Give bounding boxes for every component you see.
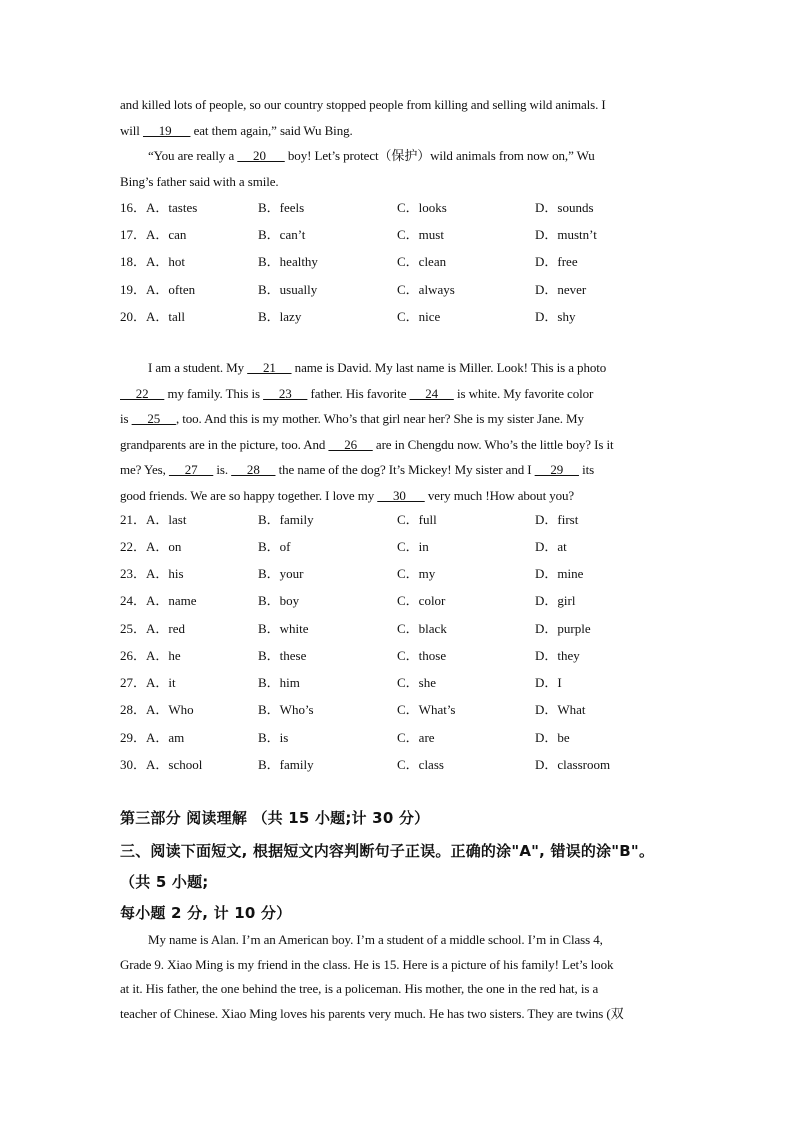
- option-d: D．What: [535, 702, 586, 717]
- passage-line: and killed lots of people, so our country stopped people from killing and selling wild animals. I: [120, 97, 606, 112]
- option-b: B．of: [258, 539, 291, 554]
- question-29-options: [120, 727, 680, 749]
- option-a: 25．A．red: [120, 621, 185, 636]
- question-16-options: [120, 197, 680, 219]
- option-b: B．healthy: [258, 254, 318, 269]
- blank-21: 21: [247, 360, 292, 375]
- option-d: D．sounds: [535, 200, 594, 215]
- blank-25: 25: [131, 411, 176, 426]
- option-b: B．your: [258, 566, 304, 581]
- blank-22: 22: [120, 385, 165, 401]
- option-d: D．shy: [535, 309, 576, 324]
- passage-line: Bing’s father said with a smile.: [120, 173, 279, 189]
- option-b: B．Who’s: [258, 702, 314, 717]
- question-17-options: [120, 224, 680, 246]
- option-d: D．be: [535, 730, 570, 745]
- passage-3: [120, 355, 672, 508]
- blank-20: 20: [237, 148, 285, 163]
- option-b: B．him: [258, 675, 300, 690]
- option-b: B．these: [258, 648, 307, 663]
- option-b: B．boy: [258, 593, 300, 608]
- passage-line: teacher of Chinese. Xiao Ming loves his parents very much. He has two sisters. They are twins (双: [120, 1005, 624, 1021]
- option-a: 21．A．last: [120, 512, 187, 527]
- option-b: B．white: [258, 621, 309, 636]
- option-d: D．girl: [535, 593, 576, 608]
- section-3-instruction-score: 每小题 2 分, 计 10 分）: [120, 904, 292, 922]
- passage-line: Grade 9. Xiao Ming is my friend in the class. He is 15. Here is a picture of his family! Let’s look: [120, 956, 614, 972]
- option-b: B．usually: [258, 282, 318, 297]
- option-d: D．first: [535, 512, 579, 527]
- question-27-options: [120, 672, 680, 694]
- question-20-options: [120, 306, 680, 328]
- question-18-options: [120, 251, 680, 273]
- option-a: 17．A．can: [120, 227, 187, 242]
- option-c: C．in: [397, 539, 429, 554]
- option-a: 16．A．tastes: [120, 200, 198, 215]
- passage-line: at it. His father, the one behind the tree, is a policeman. His mother, the one in the red hat, is a: [120, 981, 599, 996]
- passage-line: “You are really a 20 boy! Let’s protect（保护）wild animals from now on,” Wu: [148, 148, 595, 163]
- passage-line: I am a student. My 21 name is David. My last name is Miller. Look! This is a photo: [148, 360, 607, 375]
- option-a: 22．A．on: [120, 539, 182, 554]
- option-c: C．are: [397, 730, 435, 745]
- option-d: D．classroom: [535, 757, 611, 772]
- option-c: C．full: [397, 512, 437, 527]
- option-a: 20．A．tall: [120, 309, 185, 324]
- option-c: C．must: [397, 227, 444, 242]
- option-a: 29．A．am: [120, 730, 185, 745]
- passage-line: good friends. We are so happy together. I love my 30 very much !How about you?: [120, 487, 575, 503]
- blank-19: 19: [142, 122, 191, 138]
- option-a: 24．A．name: [120, 593, 197, 608]
- option-b: B．can’t: [258, 227, 306, 242]
- option-d: D．mine: [535, 566, 584, 581]
- option-c: C．black: [397, 621, 447, 636]
- option-a: 27．A．it: [120, 675, 176, 690]
- option-c: C．my: [397, 566, 436, 581]
- question-21-options: [120, 509, 680, 531]
- option-b: B．family: [258, 512, 314, 527]
- option-c: C．nice: [397, 309, 441, 324]
- blank-29: 29: [534, 462, 579, 477]
- option-a: 19．A．often: [120, 282, 196, 297]
- passage-line: 22 my family. This is 23 father. His favorite 24 is white. My favorite color: [120, 385, 594, 401]
- option-c: C．What’s: [397, 702, 456, 717]
- blank-28: 28: [231, 462, 276, 477]
- passage-2-tail: [120, 92, 672, 194]
- option-a: 30．A．school: [120, 757, 203, 772]
- option-c: C．always: [397, 282, 455, 297]
- option-d: D．I: [535, 675, 562, 690]
- option-b: B．feels: [258, 200, 305, 215]
- question-28-options: [120, 699, 680, 721]
- question-22-options: [120, 536, 680, 558]
- option-a: 28．A．Who: [120, 702, 194, 717]
- option-a: 23．A．his: [120, 566, 184, 581]
- option-c: C．those: [397, 648, 447, 663]
- option-b: B．is: [258, 730, 289, 745]
- section-3-instruction: 三、阅读下面短文, 根据短文内容判断句子正误。正确的涂"A", 错误的涂"B"。: [120, 842, 655, 860]
- option-b: B．family: [258, 757, 314, 772]
- passage-4: [120, 928, 672, 1026]
- section-3-instruction-cont: （共 5 小题;: [120, 873, 209, 891]
- question-30-options: [120, 754, 680, 776]
- blank-23: 23: [263, 385, 308, 401]
- blank-27: 27: [168, 462, 214, 477]
- passage-line: My name is Alan. I’m an American boy. I’m a student of a middle school. I’m in Class 4,: [148, 932, 603, 947]
- option-c: C．looks: [397, 200, 447, 215]
- option-d: D．purple: [535, 621, 591, 636]
- question-26-options: [120, 645, 680, 667]
- passage-line: will 19 eat them again,” said Wu Bing.: [120, 122, 353, 138]
- option-c: C．clean: [397, 254, 447, 269]
- option-c: C．class: [397, 757, 444, 772]
- option-d: D．free: [535, 254, 578, 269]
- blank-24: 24: [409, 385, 454, 401]
- option-d: D．mustn’t: [535, 227, 597, 242]
- passage-line: is 25 , too. And this is my mother. Who’s that girl near her? She is my sister Jane. My: [120, 411, 584, 426]
- question-19-options: [120, 279, 680, 301]
- option-c: C．she: [397, 675, 437, 690]
- question-25-options: [120, 618, 680, 640]
- question-23-options: [120, 563, 680, 585]
- passage-line: me? Yes, 27 is. 28 the name of the dog? It’s Mickey! My sister and I 29 its: [120, 462, 595, 477]
- option-a: 18．A．hot: [120, 254, 186, 269]
- option-d: D．they: [535, 648, 580, 663]
- option-d: D．at: [535, 539, 567, 554]
- section-3-heading: 第三部分 阅读理解 （共 15 小题;计 30 分）: [120, 809, 430, 827]
- option-d: D．never: [535, 282, 587, 297]
- blank-26: 26: [328, 436, 373, 452]
- option-a: 26．A．he: [120, 648, 181, 663]
- passage-line: grandparents are in the picture, too. And 26 are in Chengdu now. Who’s the little boy? Is it: [120, 436, 614, 452]
- blank-30: 30: [377, 487, 425, 503]
- option-c: C．color: [397, 593, 446, 608]
- question-24-options: [120, 590, 680, 612]
- option-b: B．lazy: [258, 309, 302, 324]
